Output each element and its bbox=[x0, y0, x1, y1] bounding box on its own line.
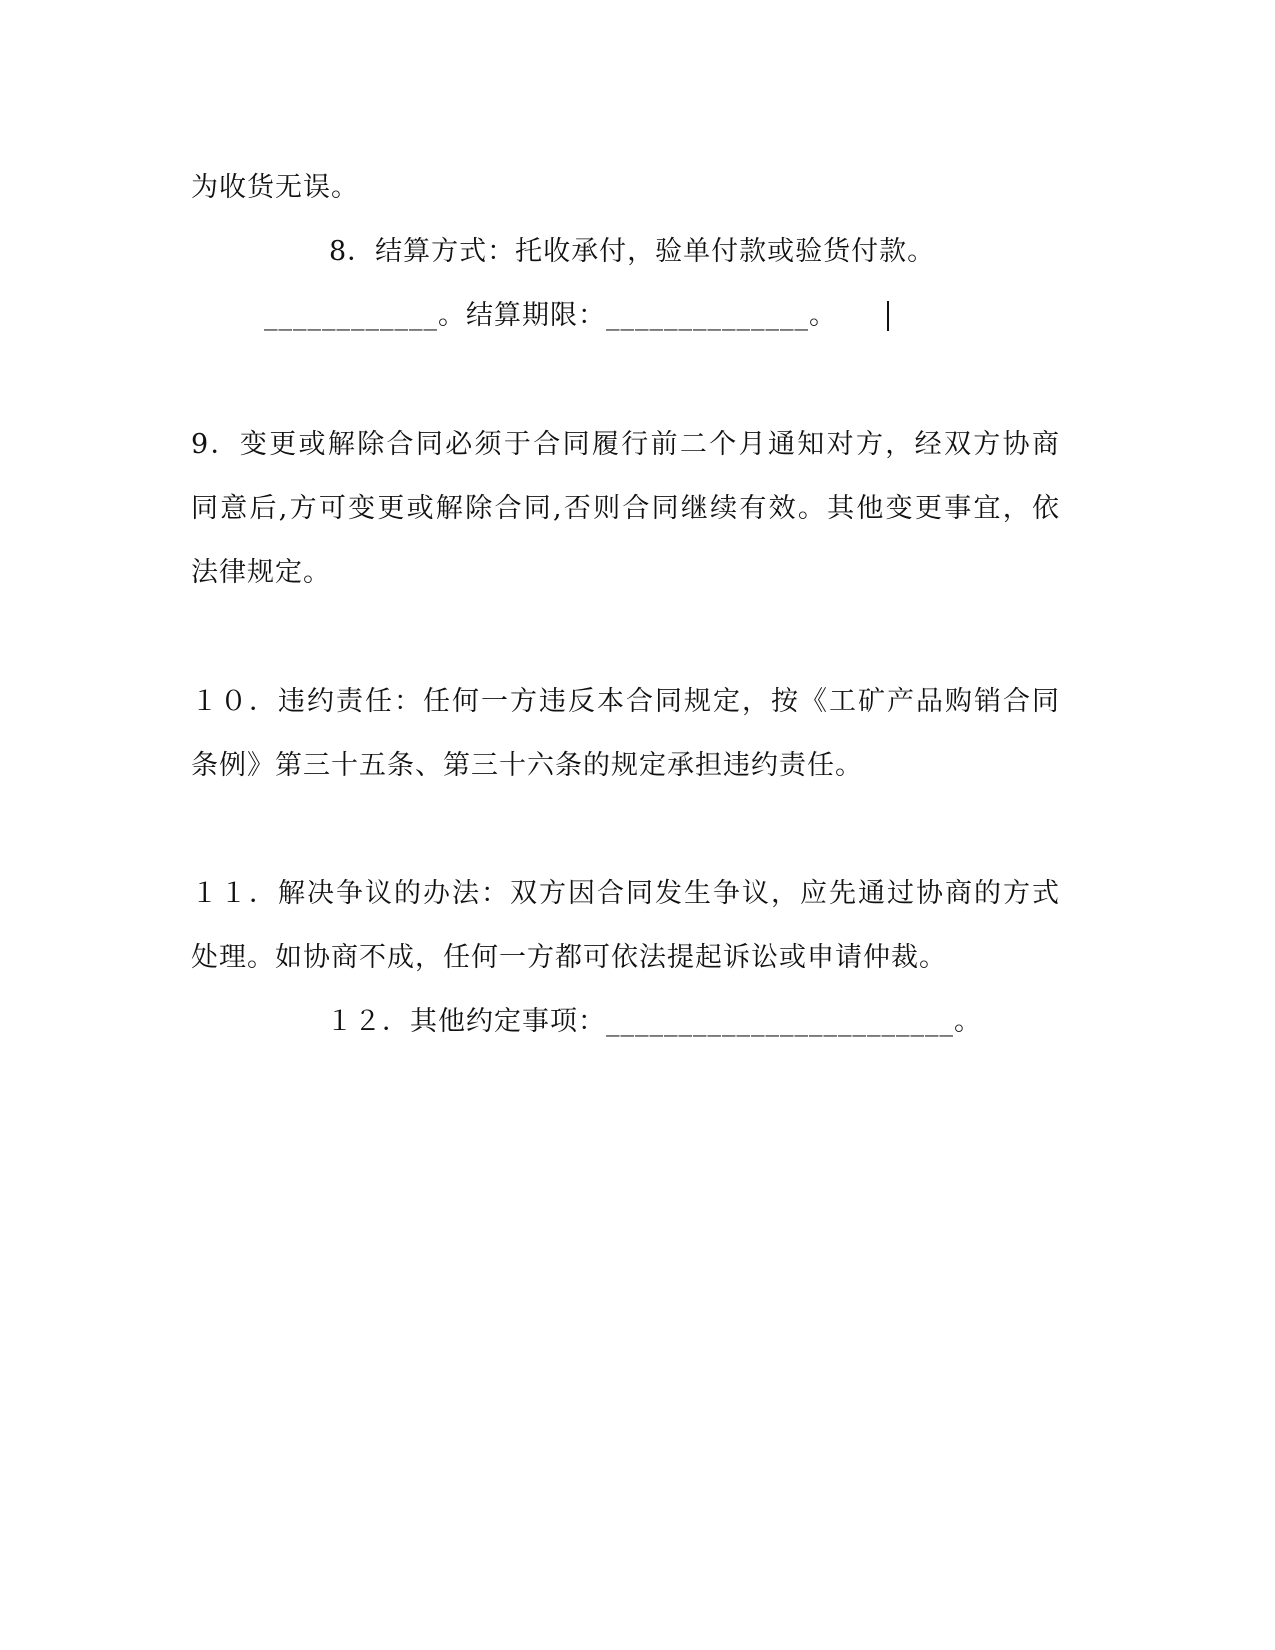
paragraph-9-line-3: 法律规定。 bbox=[191, 557, 331, 588]
paragraph-8-line-1: 8．结算方式：托收承付，验单付款或验货付款。 bbox=[329, 236, 936, 267]
paragraph-10-line-1: １０．违约责任：任何一方违反本合同规定，按《工矿产品购销合同 bbox=[191, 686, 1059, 717]
paragraph-9-line-1: 9．变更或解除合同必须于合同履行前二个月通知对方，经双方协商 bbox=[191, 429, 1059, 460]
paragraph-11-line-2: 处理。如协商不成，任何一方都可依法提起诉讼或申请仲裁。 bbox=[191, 942, 947, 973]
paragraph-9-line-2: 同意后,方可变更或解除合同,否则合同继续有效。其他变更事宜，依 bbox=[191, 493, 1059, 524]
paragraph-11-line-1: １１．解决争议的办法：双方因合同发生争议，应先通过协商的方式 bbox=[191, 878, 1059, 909]
paragraph-12-line-1: １２．其他约定事项：________________________。 bbox=[326, 1006, 982, 1037]
text-cursor bbox=[887, 301, 889, 331]
paragraph-10-line-2: 条例》第三十五条、第三十六条的规定承担违约责任。 bbox=[191, 750, 863, 781]
paragraph-7-tail: 为收货无误。 bbox=[191, 172, 359, 203]
paragraph-8-line-2: ____________。结算期限：______________。 bbox=[264, 300, 837, 331]
